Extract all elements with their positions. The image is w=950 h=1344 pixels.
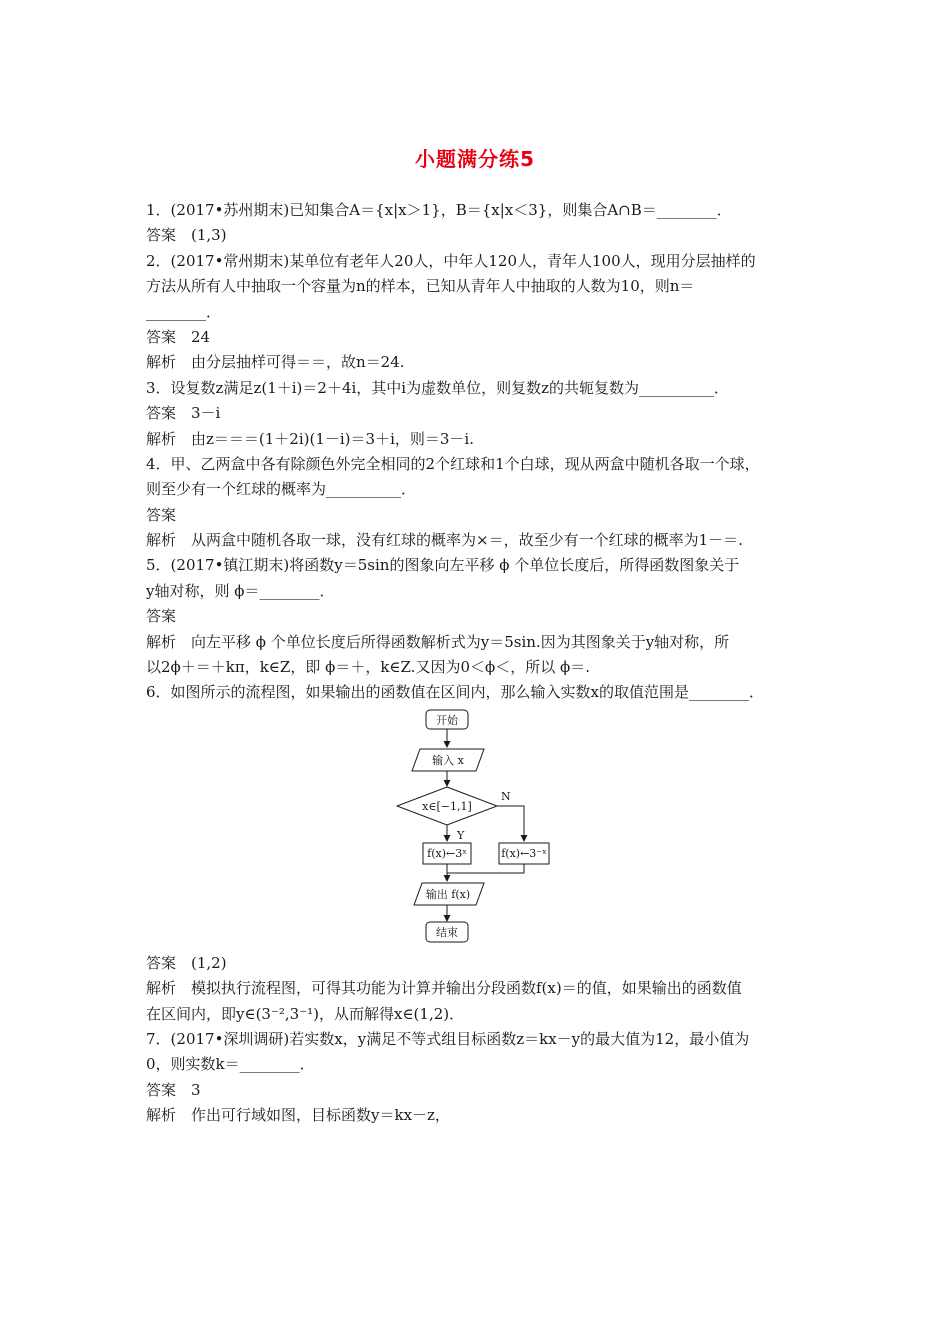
text-line: 在区间内，即y∈(3⁻²,3⁻¹)，从而解得x∈(1,2)． [146, 1004, 465, 1023]
text-line: 答案 3－i [146, 404, 221, 423]
connector [497, 806, 524, 841]
text-block-before [146, 198, 810, 706]
output-label: 输出 f(x) [425, 887, 471, 901]
text-line: 解析 模拟执行流程图，可得其功能为计算并输出分段函数f(x)＝的值，如果输出的函数值 [146, 979, 742, 998]
text-line: ________． [146, 302, 222, 321]
text-line: 解析 从两盒中随机各取一球，没有红球的概率为×＝，故至少有一个红球的概率为1－＝. [146, 531, 743, 550]
text-line: 则至少有一个红球的概率为__________． [146, 480, 417, 499]
text-line: 6．如图所示的流程图，如果输出的函数值在区间内，那么输入实数x的取值范围是________． [146, 683, 765, 702]
text-line: 7．(2017•深圳调研)若实数x，y满足不等式组目标函数z＝kx－y的最大值为12，最小值为 [146, 1029, 750, 1048]
text-line: y轴对称，则 ϕ＝________． [146, 581, 335, 600]
no-box-label: f(x)←3⁻ˣ [501, 846, 547, 860]
text-line: 0，则实数k＝________． [146, 1055, 315, 1074]
document-body [146, 198, 810, 1129]
text-line: 答案 (1,2) [146, 953, 227, 972]
flowchart-svg [146, 706, 810, 951]
text-line: 方法从所有人中抽取一个容量为n的样本，已知从青年人中抽取的人数为10，则n＝ [146, 277, 695, 296]
start-label: 开始 [436, 713, 458, 727]
text-line: 解析 向左平移 ϕ 个单位长度后所得函数解析式为y＝5sin.因为其图象关于y轴对称，所 [146, 632, 730, 651]
text-line: 5．(2017•镇江期末)将函数y＝5sin的图象向左平移 ϕ 个单位长度后，所得函数图象关于 [146, 556, 740, 575]
text-line: 1．(2017•苏州期末)已知集合A＝{x|x＞1}，B＝{x|x＜3}，则集合A∩B＝________． [146, 201, 732, 219]
text-line: 答案 3 [146, 1080, 201, 1099]
connector [447, 864, 524, 873]
yes-box-label: f(x)←3ˣ [427, 846, 467, 860]
text-line: 4．甲、乙两盒中各有除颜色外完全相同的2个红球和1个白球，现从两盒中随机各取一个球， [146, 454, 760, 473]
text-line: 2．(2017•常州期末)某单位有老年人20人，中年人120人，青年人100人，现用分层抽样的 [146, 251, 756, 270]
yes-label: Y [457, 828, 465, 842]
text-line: 以2ϕ＋＝＋kπ，k∈Z，即 ϕ＝＋，k∈Z.又因为0＜ϕ＜，所以 ϕ＝. [146, 658, 590, 677]
text-line: 答案 (1,3) [146, 226, 227, 245]
text-line: 3．设复数z满足z(1＋i)＝2＋4i，其中i为虚数单位，则复数z的共轭复数为__________． [146, 378, 729, 397]
page-title: 小题满分练5 [415, 147, 535, 171]
text-line: 解析 由分层抽样可得＝＝，故n＝24. [146, 353, 405, 372]
flowchart [146, 706, 810, 951]
input-label: 输入 x [432, 753, 464, 767]
text-line: 解析 由z＝＝＝(1＋2i)(1－i)＝3＋i，则＝3－i. [146, 429, 474, 448]
end-label: 结束 [436, 925, 458, 939]
text-block-after [146, 951, 810, 1129]
text-line: 解析 作出可行域如图，目标函数y＝kx－z， [146, 1106, 450, 1125]
text-line: 答案 [146, 607, 177, 626]
text-line: 答案 24 [146, 327, 211, 346]
condition-label: x∈[−1,1] [422, 799, 472, 813]
text-line: 答案 [146, 505, 177, 524]
no-label: N [501, 789, 511, 803]
